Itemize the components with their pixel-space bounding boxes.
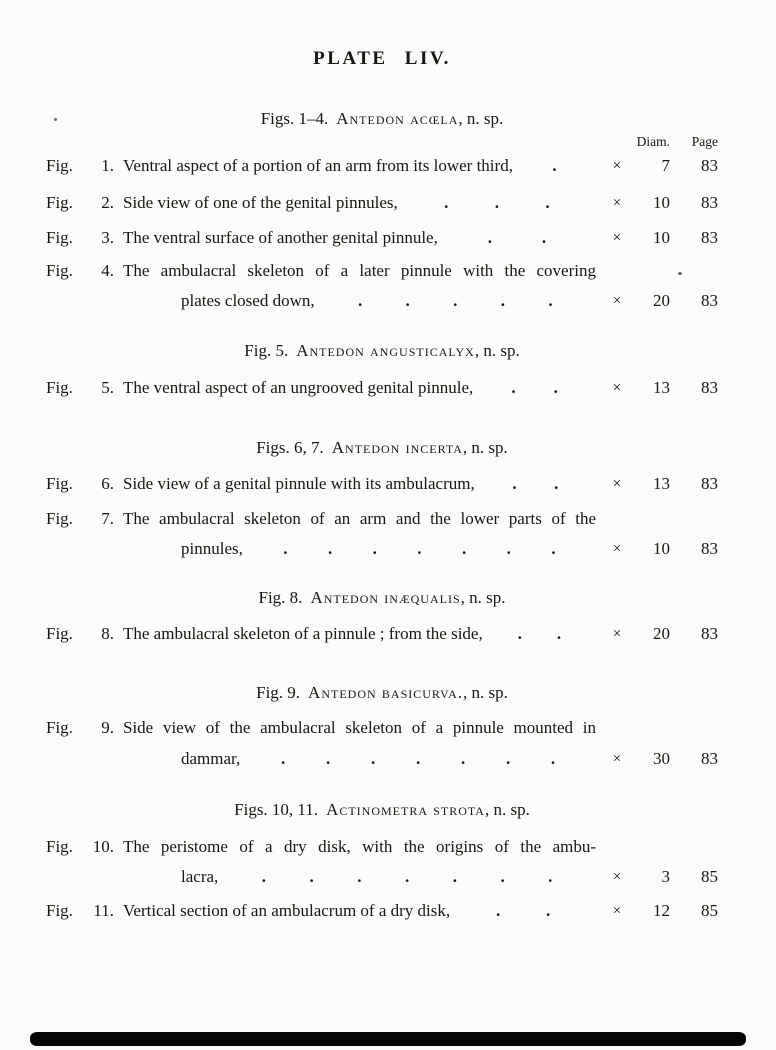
leader-dots: . .	[487, 228, 547, 247]
magnification-sign: ×	[612, 626, 622, 642]
page-ref: 83	[701, 291, 718, 310]
species-name: Antedon basicurva.	[308, 683, 463, 702]
fig-description: plates closed down, . . . . .	[114, 290, 602, 312]
leader-dots: . . . . . . .	[261, 867, 553, 886]
section-heading	[46, 108, 718, 130]
fig-number: 6.	[101, 474, 114, 493]
leader-dots: . .	[495, 901, 551, 920]
magnification-sign: ×	[612, 158, 622, 174]
table-row-continuation	[46, 290, 718, 312]
fig-label: Fig.	[46, 624, 73, 643]
figure-range: Figs. 10, 11.	[234, 800, 319, 819]
fig-description: Vertical section of an ambulacrum of a dry disk, . .	[114, 900, 602, 922]
column-header-diam: Diam.	[636, 134, 670, 149]
table-row	[46, 717, 718, 739]
leader-dots: . .	[511, 378, 558, 397]
fig-number: 7.	[101, 509, 114, 528]
fig-description: lacra, . . . . . . .	[114, 866, 602, 888]
fig-description: The peristome of a dry disk, with the origins of the ambu-	[123, 837, 596, 856]
figure-range: Fig. 5.	[244, 341, 289, 360]
fig-number: 4.	[101, 261, 114, 280]
diam-value: 13	[653, 474, 670, 493]
page-ref: 83	[701, 539, 718, 558]
page-ref: 83	[701, 474, 718, 493]
figure-range: Figs. 6, 7.	[256, 438, 324, 457]
diam-value: 10	[653, 228, 670, 247]
fig-description: The ambulacral skeleton of a pinnule ; from the side, . .	[114, 623, 602, 645]
leader-dots: . . . . . . .	[281, 749, 556, 768]
diam-value: 10	[653, 539, 670, 558]
diam-value: 10	[653, 193, 670, 212]
page-ref: 83	[701, 749, 718, 768]
fig-description: Side view of one of the genital pinnules, . . .	[114, 192, 602, 214]
diam-value: 20	[653, 291, 670, 310]
diam-value: 13	[653, 378, 670, 397]
table-row	[46, 473, 718, 495]
table-row	[46, 900, 718, 922]
page-ref: 85	[701, 901, 718, 920]
species-name: Antedon incerta	[331, 438, 463, 457]
heading-suffix: , n. sp.	[460, 588, 506, 607]
fig-label: Fig.	[46, 193, 73, 212]
heading-suffix: , n. sp.	[474, 341, 520, 360]
species-name: Antedon acœla	[336, 109, 459, 128]
table-row	[46, 260, 718, 282]
magnification-sign: ×	[612, 476, 622, 492]
table-row	[46, 836, 718, 858]
magnification-sign: ×	[612, 541, 622, 557]
fig-label: Fig.	[46, 156, 73, 175]
magnification-sign: ×	[612, 230, 622, 246]
fig-number: 11.	[93, 901, 114, 920]
fig-description: dammar, . . . . . . .	[114, 748, 602, 770]
species-name: Antedon inæqualis	[310, 588, 461, 607]
magnification-sign: ×	[612, 195, 622, 211]
figure-range: Figs. 1–4.	[260, 109, 329, 128]
diam-value: 3	[661, 867, 670, 886]
diam-value: 7	[661, 156, 670, 175]
section-heading	[46, 799, 718, 821]
column-header-page: Page	[691, 134, 718, 149]
diam-value: 20	[653, 624, 670, 643]
page-title: PLATE LIV.	[313, 48, 451, 69]
fig-number: 2.	[101, 193, 114, 212]
fig-description: pinnules, . . . . . . .	[114, 538, 602, 560]
fig-label: Fig.	[46, 378, 73, 397]
leader-dots: . .	[512, 474, 559, 493]
table-row	[46, 227, 718, 249]
fig-number: 9.	[101, 718, 114, 737]
leader-dots: .	[552, 156, 557, 175]
heading-suffix: , n. sp.	[484, 800, 530, 819]
species-name: Antedon angusticalyx	[296, 341, 475, 360]
species-name: Actinometra strota	[326, 800, 485, 819]
page-ref: 83	[701, 624, 718, 643]
magnification-sign: ×	[612, 751, 622, 767]
section-heading	[46, 340, 718, 362]
fig-label: Fig.	[46, 718, 73, 737]
heading-suffix: , n. sp.	[463, 683, 508, 702]
page-ref: 85	[701, 867, 718, 886]
fig-number: 5.	[101, 378, 114, 397]
fig-number: 3.	[101, 228, 114, 247]
page-ref: 83	[701, 193, 718, 212]
page-ref: 83	[701, 156, 718, 175]
table-row	[46, 377, 718, 399]
fig-label: Fig.	[46, 901, 73, 920]
fig-label: Fig.	[46, 474, 73, 493]
heading-suffix: , n. sp.	[462, 438, 508, 457]
table-row-continuation	[46, 538, 718, 560]
page-ref: 83	[701, 378, 718, 397]
table-row-continuation	[46, 866, 718, 888]
fig-label: Fig.	[46, 509, 73, 528]
page-ref: 83	[701, 228, 718, 247]
leader-dots: . . . . . . .	[283, 539, 556, 558]
fig-description: The ventral aspect of an ungrooved genital pinnule, . .	[114, 377, 602, 399]
section-heading	[46, 587, 718, 609]
figure-range: Fig. 8.	[258, 588, 303, 607]
section-heading	[46, 682, 718, 704]
leader-dots: . . .	[444, 193, 550, 212]
magnification-sign: ×	[612, 903, 622, 919]
magnification-sign: ×	[612, 380, 622, 396]
figure-range: Fig. 9.	[256, 683, 301, 702]
table-row	[46, 192, 718, 214]
fig-description: The ambulacral skeleton of an arm and the lower parts of the	[123, 509, 596, 528]
fig-description: Side view of the ambulacral skeleton of a pinnule mounted in	[123, 718, 596, 737]
fig-number: 10.	[92, 837, 114, 856]
fig-number: 1.	[101, 156, 114, 175]
table-row	[46, 508, 718, 530]
table-row	[46, 155, 718, 177]
section-heading	[46, 437, 718, 459]
fig-description: Ventral aspect of a portion of an arm from its lower third, .	[114, 155, 602, 177]
fig-description: The ventral surface of another genital pinnule, . .	[114, 227, 602, 249]
leader-dots: . . . . .	[357, 291, 553, 310]
fig-label: Fig.	[46, 228, 73, 247]
fig-label: Fig.	[46, 837, 73, 856]
heading-suffix: , n. sp.	[458, 109, 504, 128]
scan-speck	[678, 272, 682, 275]
fig-description: The ambulacral skeleton of a later pinnule with the covering	[123, 261, 596, 280]
diam-value: 12	[653, 901, 670, 920]
fig-description: Side view of a genital pinnule with its ambulacrum, . .	[114, 473, 602, 495]
column-headers	[46, 133, 718, 151]
fig-label: Fig.	[46, 261, 73, 280]
scan-artifact-bar	[30, 1032, 746, 1046]
leader-dots: . .	[517, 624, 562, 643]
magnification-sign: ×	[612, 293, 622, 309]
diam-value: 30	[653, 749, 670, 768]
table-row-continuation	[46, 748, 718, 770]
magnification-sign: ×	[612, 869, 622, 885]
table-row	[46, 623, 718, 645]
fig-number: 8.	[101, 624, 114, 643]
scan-speck	[54, 118, 57, 121]
